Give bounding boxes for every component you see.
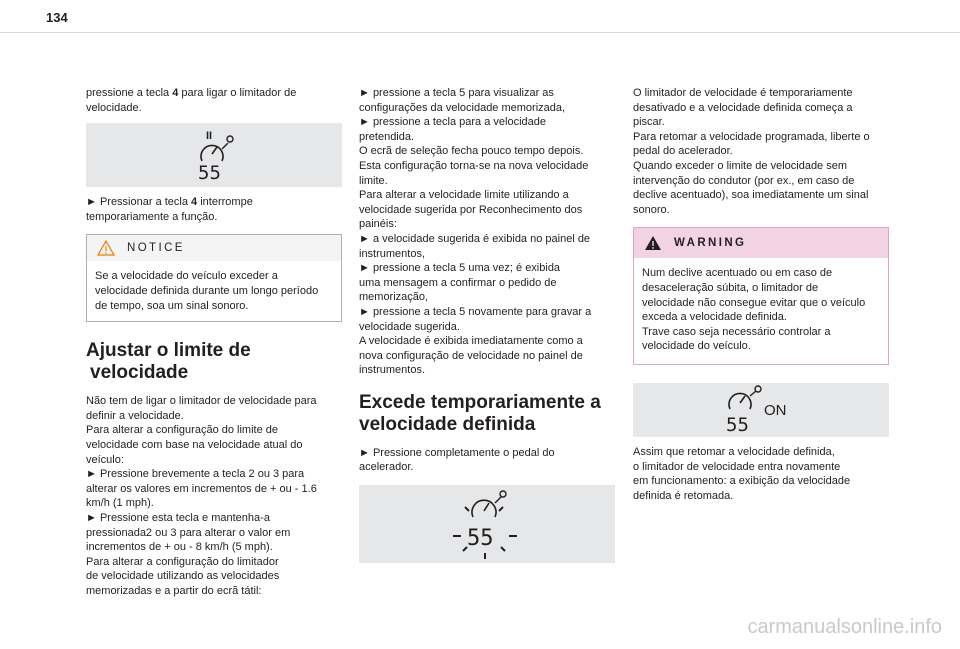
column-1 (86, 86, 342, 598)
watermark: carmanualsonline.info (747, 616, 942, 638)
warning-title: WARNING (674, 237, 747, 250)
page-number: 134 (46, 10, 68, 25)
speed-limiter-on-icon (716, 385, 806, 435)
limiter-on-display (633, 383, 889, 437)
speed-digits: 55 (726, 413, 749, 435)
danger-triangle-icon (644, 235, 662, 251)
column-3 (633, 86, 889, 503)
notice-title: NOTICE (127, 242, 185, 255)
speed-digits: 55 (198, 162, 221, 184)
exceed-step: ► Pressione completamente o pedal do acelerador. (359, 446, 555, 474)
limiter-flashing-display (359, 485, 615, 563)
deactivated-body: O limitador de velocidade é temporariamente desativado e a velocidade definida começa a piscar. Para retomar a velocidade programada, liberte o pedal do acelerador. Quando exceder o limite de velocidade sem intervenção do condutor (por ex., em caso de declive acentuado), soa imediatamente um sinal sonoro. (633, 87, 870, 216)
speed-limiter-flashing-icon (437, 487, 537, 561)
intro-paragraph: pressione a tecla 4 para ligar o limitador de velocidade. (86, 87, 297, 114)
warning-header (634, 228, 888, 258)
section-heading-exceed: Excede temporariamente a velocidade definida (359, 391, 601, 435)
section-heading-adjust: Ajustar o limite de velocidade (86, 340, 251, 384)
step-paragraph: ► Pressionar a tecla 4 interrompe temporariamente a função. (86, 196, 253, 223)
top-divider (0, 32, 960, 33)
pause-glyph: II (206, 130, 213, 143)
speed-digits: 55 (467, 526, 494, 552)
warning-text: Num declive acentuado ou em caso de desaceleração súbita, o limitador de velocidade não consegue evitar que o veículo exceda a velocidade definida. Trave caso seja necessário controlar a velocidade do veículo. (642, 267, 866, 353)
column-2 (359, 86, 615, 563)
warning-box (633, 227, 889, 365)
resume-body: Assim que retomar a velocidade definida, o limitador de velocidade entra novamente em funcionamento: a exibição da velocidade definida é retomada. (633, 445, 851, 502)
notice-text: Se a velocidade do veículo exceder a velocidade definida durante um longo período de tempo, soa um sinal sonoro. (95, 270, 319, 312)
notice-header (87, 235, 341, 261)
adjust-body: Não tem de ligar o limitador de velocidade para definir a velocidade. Para alterar a configuração do limite de velocidade com base na velocidade atual do veículo: ► Pressione brevemente a tecla 2 ou 3 para alterar os valores em incrementos de + ou - 1.6 km/h (1 mph). ► Pressione esta tecla e mantenha-a pressionada2 ou 3 para alterar o valor em incrementos de + ou - 8 km/h (5 mph). Para alterar a configuração do limitador de velocidade utilizando as velocidades memorizadas e a partir do ecrã tátil: (86, 395, 317, 597)
notice-box (86, 234, 342, 322)
speed-limiter-paused-icon (184, 127, 244, 183)
warning-triangle-icon (97, 240, 115, 256)
limiter-paused-display (86, 123, 342, 187)
on-label: ON (764, 401, 787, 419)
memorized-body: ► pressione a tecla 5 para visualizar as configurações da velocidade memorizada, ► pressione a tecla para a velocidade pretendida. O ecrã de seleção fecha pouco tempo depois. Esta configuração torna-se na nova velocidade limite. Para alterar a velocidade limite utilizando a velocidade sugerida por Reconhecimento dos painéis: ► a velocidade sugerida é exibida no painel de instrumentos, ► pressione a tecla 5 uma vez; é exibida uma mensagem a confirmar o pedido de memorização, ► pressione a tecla 5 novamente para gravar a velocidade sugerida. A velocidade é exibida imediatamente como a nova configuração de velocidade no painel de instrumentos. (359, 87, 592, 377)
